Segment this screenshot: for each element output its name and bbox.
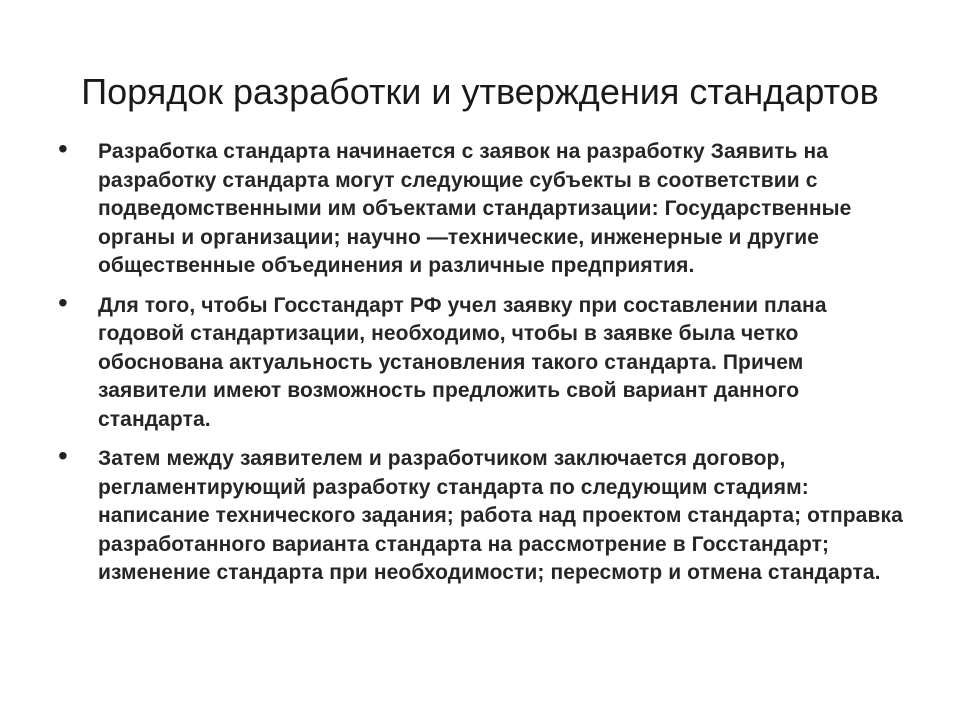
slide-title: Порядок разработки и утверждения стандартов <box>81 71 879 112</box>
bullet-item <box>58 133 908 281</box>
bullet-list <box>58 133 908 599</box>
bullet-text: Затем между заявителем и разработчиком заключается договор, регламентирующий разработку стандарта по следующим стадиям: написание технического задания; работа над проектом стандарта; отправка разработанного варианта стандарта на рассмотрение в Госстандарт; изменение стандарта при необходимости; пересмотр и отмена стандарта. <box>98 447 903 584</box>
bullet-marker: • <box>58 133 68 164</box>
bullet-item <box>58 286 908 435</box>
bullet-text: Для того, чтобы Госстандарт РФ учел заявку при составлении плана годовой стандартизации, необходимо, чтобы в заявке была четко обоснована актуальность установления такого стандарта. Причем заявители имеют возможность предложить свой вариант данного стандарта. <box>98 293 827 431</box>
bullet-marker: • <box>58 286 68 318</box>
bullet-item <box>58 440 908 588</box>
bullet-text: Разработка стандарта начинается с заявок на разработку Заявить на разработку стандарта могут следующие субъекты в соответствии с подведомственными им объектами стандартизации: Государственные органы и организации; научно —технические, инженерные и другие общественные объединения и различные предприятия. <box>98 140 852 277</box>
bullet-marker: • <box>58 440 68 471</box>
